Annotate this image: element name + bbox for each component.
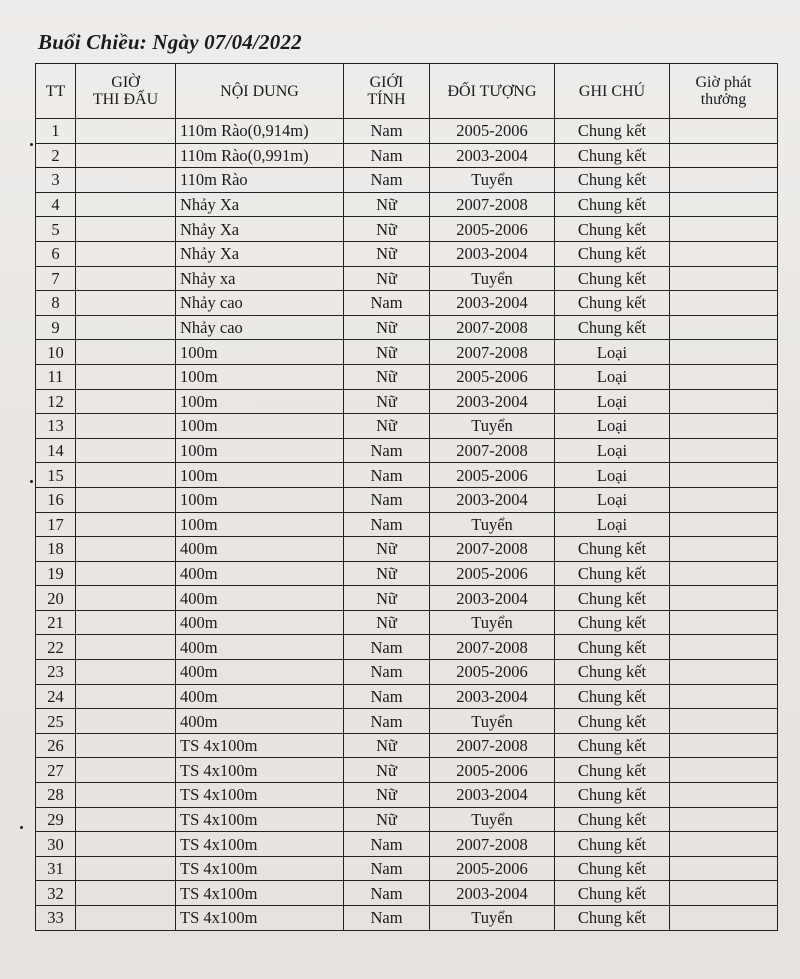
cell-gio-thi-dau [76,266,176,291]
cell-gioi-tinh: Nữ [344,586,430,611]
header-phat-line1: Giờ phát [695,74,752,91]
cell-tt: 31 [36,856,76,881]
cell-ghi-chu: Chung kết [555,660,670,685]
cell-gio-thi-dau [76,709,176,734]
table-row [36,783,778,808]
cell-gio-phat-thuong [670,364,778,389]
cell-ghi-chu: Loại [555,438,670,463]
cell-doi-tuong: Tuyển [430,266,555,291]
cell-tt: 22 [36,635,76,660]
cell-tt: 25 [36,709,76,734]
table-row [36,315,778,340]
cell-doi-tuong: Tuyển [430,414,555,439]
cell-gioi-tinh: Nam [344,684,430,709]
cell-gio-thi-dau [76,807,176,832]
cell-tt: 24 [36,684,76,709]
cell-gioi-tinh: Nữ [344,561,430,586]
cell-ghi-chu: Chung kết [555,537,670,562]
cell-tt: 20 [36,586,76,611]
cell-gioi-tinh: Nữ [344,783,430,808]
cell-gioi-tinh: Nữ [344,414,430,439]
cell-noi-dung: 100m [176,512,344,537]
cell-gio-thi-dau [76,389,176,414]
cell-gio-phat-thuong [670,635,778,660]
cell-tt: 23 [36,660,76,685]
cell-gio-thi-dau [76,832,176,857]
cell-ghi-chu: Chung kết [555,192,670,217]
cell-doi-tuong: Tuyển [430,610,555,635]
table-row [36,684,778,709]
cell-tt: 8 [36,291,76,316]
cell-gio-thi-dau [76,783,176,808]
cell-gio-thi-dau [76,241,176,266]
cell-noi-dung: 100m [176,463,344,488]
cell-doi-tuong: 2003-2004 [430,487,555,512]
cell-ghi-chu: Chung kết [555,143,670,168]
cell-gio-thi-dau [76,291,176,316]
cell-gio-phat-thuong [670,586,778,611]
cell-gioi-tinh: Nữ [344,733,430,758]
cell-ghi-chu: Chung kết [555,832,670,857]
cell-tt: 4 [36,192,76,217]
cell-gio-phat-thuong [670,438,778,463]
cell-gio-phat-thuong [670,217,778,242]
cell-ghi-chu: Loại [555,414,670,439]
cell-doi-tuong: 2003-2004 [430,881,555,906]
cell-noi-dung: Nhảy Xa [176,192,344,217]
cell-gio-thi-dau [76,340,176,365]
cell-noi-dung: 400m [176,684,344,709]
cell-noi-dung: TS 4x100m [176,783,344,808]
table-row [36,487,778,512]
cell-gio-phat-thuong [670,389,778,414]
table-row [36,635,778,660]
cell-noi-dung: 400m [176,660,344,685]
cell-ghi-chu: Chung kết [555,783,670,808]
cell-noi-dung: 400m [176,537,344,562]
cell-doi-tuong: 2005-2006 [430,660,555,685]
table-row [36,709,778,734]
cell-doi-tuong: 2007-2008 [430,733,555,758]
header-gio-phat-thuong [670,64,778,119]
cell-doi-tuong: 2007-2008 [430,340,555,365]
cell-doi-tuong: 2005-2006 [430,364,555,389]
cell-doi-tuong: Tuyển [430,807,555,832]
cell-ghi-chu: Chung kết [555,119,670,144]
margin-dot [30,480,33,483]
cell-gioi-tinh: Nam [344,168,430,193]
cell-gio-thi-dau [76,192,176,217]
cell-gio-thi-dau [76,561,176,586]
cell-gio-thi-dau [76,635,176,660]
cell-gio-phat-thuong [670,192,778,217]
cell-gio-thi-dau [76,487,176,512]
cell-doi-tuong: 2007-2008 [430,315,555,340]
cell-gio-phat-thuong [670,807,778,832]
table-row [36,241,778,266]
cell-gio-phat-thuong [670,561,778,586]
cell-ghi-chu: Chung kết [555,241,670,266]
cell-noi-dung: TS 4x100m [176,758,344,783]
cell-gioi-tinh: Nam [344,119,430,144]
cell-tt: 13 [36,414,76,439]
cell-ghi-chu: Chung kết [555,217,670,242]
cell-ghi-chu: Loại [555,463,670,488]
cell-ghi-chu: Chung kết [555,684,670,709]
header-tt: TT [36,64,76,119]
header-gio-line1: GIỜ [111,74,140,91]
cell-gioi-tinh: Nam [344,635,430,660]
cell-ghi-chu: Loại [555,364,670,389]
cell-gio-thi-dau [76,315,176,340]
table-row [36,438,778,463]
cell-doi-tuong: 2003-2004 [430,241,555,266]
cell-ghi-chu: Chung kết [555,610,670,635]
cell-tt: 2 [36,143,76,168]
table-row [36,389,778,414]
table-row [36,610,778,635]
cell-gio-thi-dau [76,119,176,144]
cell-tt: 28 [36,783,76,808]
cell-ghi-chu: Chung kết [555,758,670,783]
cell-ghi-chu: Chung kết [555,168,670,193]
cell-tt: 26 [36,733,76,758]
cell-gio-thi-dau [76,143,176,168]
table-row [36,881,778,906]
cell-ghi-chu: Chung kết [555,635,670,660]
cell-tt: 7 [36,266,76,291]
cell-gioi-tinh: Nữ [344,364,430,389]
table-row [36,586,778,611]
table-row [36,266,778,291]
cell-gio-phat-thuong [670,512,778,537]
table-row [36,364,778,389]
cell-gio-phat-thuong [670,119,778,144]
cell-tt: 6 [36,241,76,266]
cell-doi-tuong: 2007-2008 [430,192,555,217]
table-row [36,168,778,193]
table-row [36,807,778,832]
cell-doi-tuong: Tuyển [430,906,555,931]
header-gio-thi-dau [76,64,176,119]
cell-gio-phat-thuong [670,684,778,709]
header-doi-tuong: ĐỐI TƯỢNG [430,64,555,119]
table-row [36,217,778,242]
cell-noi-dung: 400m [176,610,344,635]
cell-ghi-chu: Chung kết [555,807,670,832]
cell-ghi-chu: Loại [555,512,670,537]
cell-tt: 18 [36,537,76,562]
cell-doi-tuong: 2005-2006 [430,217,555,242]
cell-doi-tuong: 2005-2006 [430,463,555,488]
cell-noi-dung: 400m [176,561,344,586]
cell-gio-phat-thuong [670,241,778,266]
table-row [36,537,778,562]
cell-ghi-chu: Chung kết [555,881,670,906]
cell-tt: 11 [36,364,76,389]
table-row [36,832,778,857]
cell-tt: 1 [36,119,76,144]
cell-noi-dung: Nhảy Xa [176,217,344,242]
cell-noi-dung: TS 4x100m [176,733,344,758]
cell-gio-thi-dau [76,660,176,685]
cell-gio-phat-thuong [670,168,778,193]
cell-gioi-tinh: Nam [344,291,430,316]
cell-noi-dung: 100m [176,414,344,439]
cell-doi-tuong: 2005-2006 [430,758,555,783]
cell-gio-thi-dau [76,586,176,611]
table-row [36,119,778,144]
cell-gio-phat-thuong [670,733,778,758]
cell-noi-dung: Nhảy Xa [176,241,344,266]
cell-gioi-tinh: Nam [344,856,430,881]
cell-gioi-tinh: Nam [344,143,430,168]
cell-gio-thi-dau [76,758,176,783]
cell-ghi-chu: Chung kết [555,586,670,611]
cell-ghi-chu: Loại [555,389,670,414]
cell-noi-dung: TS 4x100m [176,906,344,931]
table-row [36,340,778,365]
cell-gio-thi-dau [76,414,176,439]
table-row [36,192,778,217]
cell-tt: 21 [36,610,76,635]
cell-noi-dung: 100m [176,438,344,463]
cell-gioi-tinh: Nữ [344,537,430,562]
cell-gio-thi-dau [76,610,176,635]
table-row [36,758,778,783]
cell-tt: 19 [36,561,76,586]
cell-gio-thi-dau [76,364,176,389]
cell-gio-phat-thuong [670,537,778,562]
cell-doi-tuong: 2005-2006 [430,856,555,881]
cell-ghi-chu: Chung kết [555,856,670,881]
cell-gioi-tinh: Nữ [344,807,430,832]
table-row [36,561,778,586]
cell-doi-tuong: 2005-2006 [430,561,555,586]
cell-gioi-tinh: Nam [344,512,430,537]
cell-gioi-tinh: Nữ [344,315,430,340]
cell-tt: 32 [36,881,76,906]
cell-gio-thi-dau [76,512,176,537]
cell-tt: 5 [36,217,76,242]
cell-noi-dung: 100m [176,364,344,389]
table-body [36,119,778,931]
cell-ghi-chu: Loại [555,340,670,365]
cell-gio-phat-thuong [670,906,778,931]
cell-gio-phat-thuong [670,660,778,685]
header-gioi-line1: GIỚI [369,74,404,91]
cell-noi-dung: 400m [176,709,344,734]
cell-tt: 14 [36,438,76,463]
cell-gio-phat-thuong [670,463,778,488]
cell-gioi-tinh: Nam [344,660,430,685]
cell-gio-thi-dau [76,537,176,562]
cell-gio-phat-thuong [670,610,778,635]
cell-gio-thi-dau [76,856,176,881]
cell-ghi-chu: Chung kết [555,733,670,758]
cell-gioi-tinh: Nữ [344,241,430,266]
header-row [36,64,778,119]
cell-tt: 9 [36,315,76,340]
header-phat-line2: thưởng [700,91,747,108]
cell-ghi-chu: Chung kết [555,266,670,291]
cell-gioi-tinh: Nữ [344,610,430,635]
cell-gioi-tinh: Nữ [344,758,430,783]
cell-ghi-chu: Chung kết [555,709,670,734]
cell-noi-dung: 110m Rào(0,914m) [176,119,344,144]
cell-noi-dung: TS 4x100m [176,832,344,857]
table-row [36,660,778,685]
cell-gioi-tinh: Nữ [344,389,430,414]
table-row [36,512,778,537]
cell-ghi-chu: Chung kết [555,315,670,340]
cell-gioi-tinh: Nam [344,463,430,488]
cell-doi-tuong: 2003-2004 [430,143,555,168]
cell-gioi-tinh: Nam [344,709,430,734]
cell-doi-tuong: 2007-2008 [430,438,555,463]
table-row [36,414,778,439]
cell-doi-tuong: 2003-2004 [430,684,555,709]
cell-tt: 15 [36,463,76,488]
cell-noi-dung: 400m [176,635,344,660]
header-gioi-tinh [344,64,430,119]
table-row [36,733,778,758]
cell-gio-phat-thuong [670,414,778,439]
cell-gio-thi-dau [76,881,176,906]
cell-doi-tuong: 2007-2008 [430,635,555,660]
cell-noi-dung: 100m [176,340,344,365]
table-row [36,291,778,316]
cell-gio-phat-thuong [670,832,778,857]
cell-gio-thi-dau [76,438,176,463]
cell-tt: 12 [36,389,76,414]
cell-tt: 30 [36,832,76,857]
cell-ghi-chu: Chung kết [555,561,670,586]
cell-gio-phat-thuong [670,709,778,734]
cell-noi-dung: Nhảy xa [176,266,344,291]
table-row [36,856,778,881]
cell-tt: 16 [36,487,76,512]
cell-doi-tuong: 2007-2008 [430,832,555,857]
cell-gio-thi-dau [76,168,176,193]
cell-gio-phat-thuong [670,487,778,512]
cell-gioi-tinh: Nam [344,438,430,463]
margin-dot [20,826,23,829]
header-ghi-chu: GHI CHÚ [555,64,670,119]
cell-ghi-chu: Chung kết [555,906,670,931]
cell-gio-phat-thuong [670,291,778,316]
cell-gio-thi-dau [76,733,176,758]
cell-gio-phat-thuong [670,266,778,291]
cell-gioi-tinh: Nam [344,906,430,931]
cell-noi-dung: 110m Rào [176,168,344,193]
cell-gioi-tinh: Nữ [344,266,430,291]
cell-gioi-tinh: Nữ [344,340,430,365]
cell-noi-dung: TS 4x100m [176,856,344,881]
cell-tt: 29 [36,807,76,832]
cell-noi-dung: Nhảy cao [176,291,344,316]
cell-ghi-chu: Chung kết [555,291,670,316]
cell-noi-dung: TS 4x100m [176,881,344,906]
cell-tt: 27 [36,758,76,783]
header-gio-line2: THI ĐẤU [92,91,159,108]
cell-gio-phat-thuong [670,783,778,808]
cell-noi-dung: TS 4x100m [176,807,344,832]
cell-gio-thi-dau [76,217,176,242]
cell-gio-thi-dau [76,463,176,488]
cell-noi-dung: 400m [176,586,344,611]
cell-doi-tuong: 2003-2004 [430,291,555,316]
cell-gio-phat-thuong [670,856,778,881]
cell-gio-thi-dau [76,906,176,931]
cell-gio-phat-thuong [670,143,778,168]
cell-tt: 33 [36,906,76,931]
cell-doi-tuong: 2007-2008 [430,537,555,562]
cell-gio-thi-dau [76,684,176,709]
cell-gioi-tinh: Nam [344,832,430,857]
header-gioi-line2: TÍNH [367,91,406,108]
cell-doi-tuong: Tuyển [430,512,555,537]
header-noi-dung: NỘI DUNG [176,64,344,119]
cell-tt: 10 [36,340,76,365]
cell-gioi-tinh: Nam [344,881,430,906]
page-title: Buổi Chiều: Ngày 07/04/2022 [38,30,302,54]
cell-tt: 3 [36,168,76,193]
cell-doi-tuong: 2005-2006 [430,119,555,144]
cell-doi-tuong: 2003-2004 [430,586,555,611]
cell-gio-phat-thuong [670,340,778,365]
cell-gio-phat-thuong [670,758,778,783]
cell-gio-phat-thuong [670,315,778,340]
table-row [36,906,778,931]
cell-doi-tuong: 2003-2004 [430,389,555,414]
cell-noi-dung: 100m [176,389,344,414]
schedule-table [35,63,778,931]
margin-dot [30,143,33,146]
cell-gio-phat-thuong [670,881,778,906]
cell-noi-dung: 110m Rào(0,991m) [176,143,344,168]
cell-gioi-tinh: Nữ [344,192,430,217]
cell-doi-tuong: Tuyển [430,709,555,734]
cell-gioi-tinh: Nữ [344,217,430,242]
cell-tt: 17 [36,512,76,537]
cell-gioi-tinh: Nam [344,487,430,512]
table-row [36,143,778,168]
cell-noi-dung: 100m [176,487,344,512]
cell-ghi-chu: Loại [555,487,670,512]
cell-noi-dung: Nhảy cao [176,315,344,340]
cell-doi-tuong: 2003-2004 [430,783,555,808]
cell-doi-tuong: Tuyển [430,168,555,193]
table-row [36,463,778,488]
